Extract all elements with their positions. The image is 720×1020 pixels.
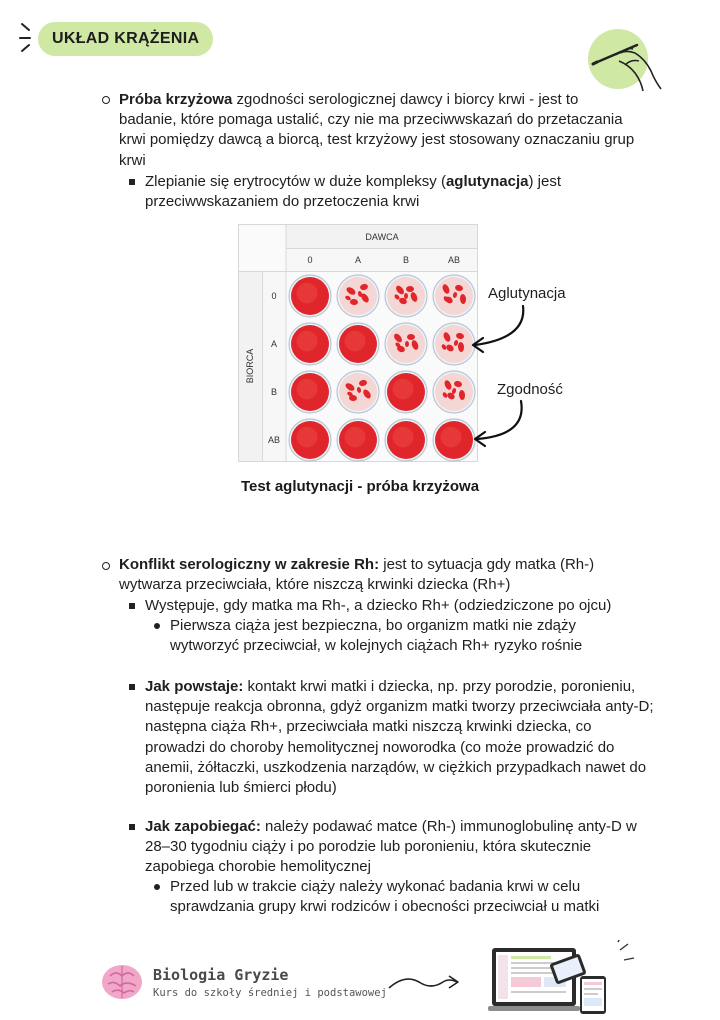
cross-match-term: Próba krzyżowa xyxy=(119,91,233,108)
agglutination-note: Zlepianie się erytrocytów w duże kompleksy (aglutynacja) jest przeciwwskazaniem do przetoczenia krwi xyxy=(145,173,561,211)
prevention-term: Jak zapobiegać: xyxy=(145,818,261,835)
rh-conflict-term: Konflikt serologiczny w zakresie Rh: xyxy=(119,556,380,573)
dish-compatible xyxy=(385,371,427,413)
first-pregnancy-text: Pierwsza ciąża jest bezpieczna, bo organizm matki nie zdąży wytworzyć przeciwciał, w kolejnych ciążach Rh+ ryzyko rośnie xyxy=(170,617,583,655)
recipient-row-label: AB xyxy=(267,435,281,445)
cross-match-text: zgodności serologicznej dawcy i biorcy krwi - jest to badanie, które pomaga ustalić, czy nie ma przeciwwskazań do przetaczania krwi pomiędzy dawcą a biorcą, test krzyżowy jest stosowany oznaczaniu grup krwi xyxy=(119,91,635,169)
donor-column-label: B xyxy=(402,255,410,265)
prevention-paragraph: Jak zapobiegać: należy podawać matce (Rh-) immunoglobulinę anty-D w 28–30 tygodniu ciąży i po porodzie lub poronieniu, która skutecznie zapobiega chorobie hemolitycznej xyxy=(145,818,637,876)
bullet-dot xyxy=(154,884,160,890)
arrow-right-icon xyxy=(385,968,465,998)
recipient-row-label: B xyxy=(270,387,278,397)
dish-agglutinated xyxy=(337,371,379,413)
dish-compatible xyxy=(289,275,331,317)
compatibility-label: Zgodność xyxy=(497,381,563,398)
brand-subtitle: Kurs do szkoły średniej i podstawowej xyxy=(153,987,387,999)
page-title: UKŁAD KRĄŻENIA xyxy=(38,22,213,56)
brand-name: Biologia Gryzie xyxy=(153,966,289,984)
rh-occurrence-text: Występuje, gdy matka ma Rh-, a dziecko Rh+ (odziedziczone po ojcu) xyxy=(145,597,612,614)
recipient-label: BIORCA xyxy=(245,348,255,384)
dish-agglutinated xyxy=(385,275,427,317)
dish-compatible xyxy=(337,323,379,365)
dish-compatible xyxy=(385,419,427,461)
rh-conflict-paragraph: Konflikt serologiczny w zakresie Rh: jest to sytuacja gdy matka (Rh-) wytwarza przeciwciała, które niszczą krwinki dziecka (Rh+) xyxy=(119,556,595,594)
agglutination-term: aglutynacja xyxy=(445,173,529,190)
donor-column-label: A xyxy=(354,255,362,265)
bullet-square xyxy=(129,179,135,185)
devices-mockup-icon xyxy=(488,940,638,1016)
dish-agglutinated xyxy=(337,275,379,317)
blood-testing-text: Przed lub w trakcie ciąży należy wykonać badania krwi w celu sprawdzania grupy krwi rodziców i obecności przeciwciał u matki xyxy=(170,878,600,916)
bullet-square xyxy=(129,684,135,690)
writing-hand-icon xyxy=(585,25,665,95)
dish-compatible xyxy=(337,419,379,461)
bullet-circle xyxy=(102,96,110,104)
bullet-square xyxy=(129,603,135,609)
dish-compatible xyxy=(289,419,331,461)
agglutination-label: Aglutynacja xyxy=(488,285,566,302)
cross-match-paragraph xyxy=(119,90,639,171)
arrow-to-agglutination-icon xyxy=(465,300,535,360)
dish-compatible xyxy=(289,371,331,413)
figure-caption: Test aglutynacji - próba krzyżowa xyxy=(240,478,480,495)
donor-column-label: 0 xyxy=(307,255,313,265)
dish-agglutinated xyxy=(385,323,427,365)
dish-compatible xyxy=(289,323,331,365)
bullet-dot xyxy=(154,623,160,629)
bullet-circle xyxy=(102,562,110,570)
recipient-row-label: A xyxy=(270,339,278,349)
brain-logo-icon xyxy=(100,962,144,1002)
arrow-to-compatibility-icon xyxy=(465,395,535,455)
cross-match-diagram xyxy=(238,224,478,462)
donor-label: DAWCA xyxy=(365,232,399,242)
bullet-square xyxy=(129,824,135,830)
donor-column-label: AB xyxy=(447,255,461,265)
how-it-arises-term: Jak powstaje: xyxy=(145,678,244,695)
recipient-row-label: 0 xyxy=(271,291,277,301)
how-it-arises-paragraph: Jak powstaje: kontakt krwi matki i dziecka, np. przy porodzie, poronieniu, następuje reakcja obronna, gdyż organizm matki tworzy przeciwciała anty-D; następna ciąża Rh+, przeciwciała matki niszczą krwinki dziecka, co prowadzi do choroby hemolitycznej noworodka (co może prowadzić do anemii, żółtaczki, uszkodzenia narządów, w ciężkich przypadkach nawet do poronienia lub śmierci płodu) xyxy=(145,678,654,797)
